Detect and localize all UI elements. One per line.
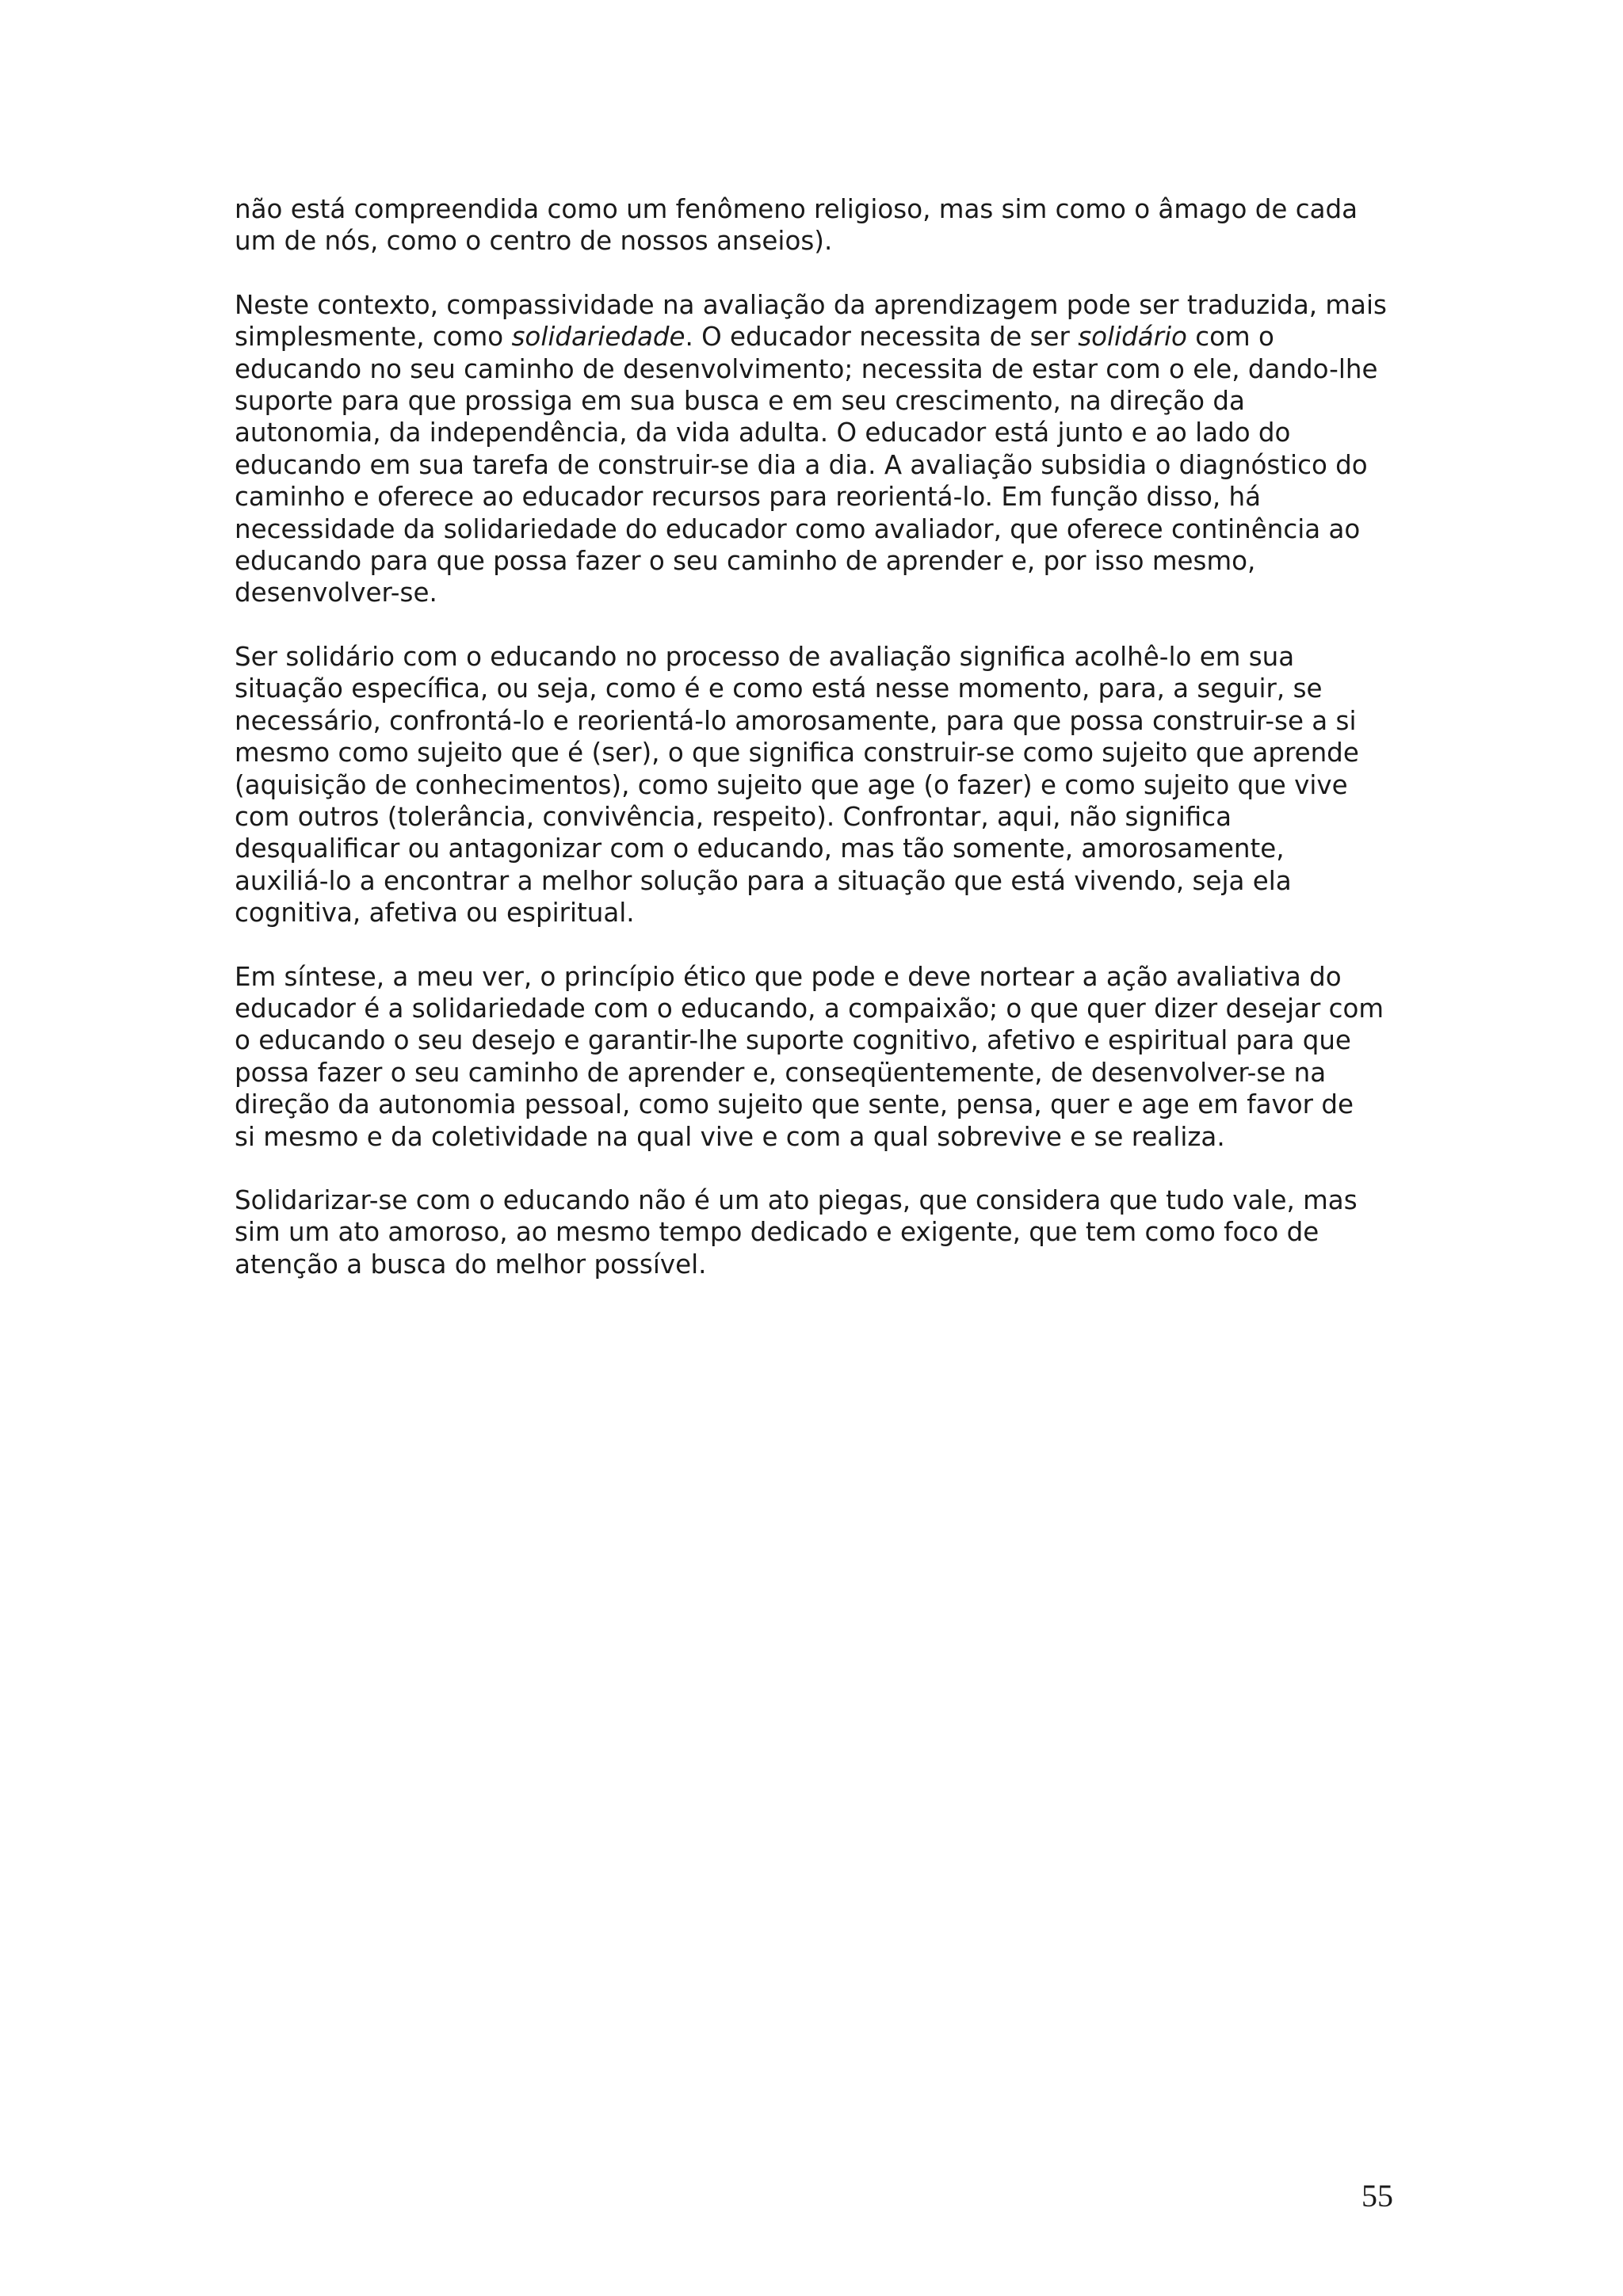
text-line [235, 577, 1415, 608]
text-line [235, 865, 1415, 897]
text-line [235, 513, 1415, 545]
text-run: . O educador necessita de ser [685, 322, 1079, 353]
text-run: situação específica, ou seja, como é e como está nesse momento, para, a seguir, se [235, 673, 1323, 704]
text-run: desenvolver-se. [235, 578, 437, 608]
text-run: desqualificar ou antagonizar com o educando, mas tão somente, amorosamente, [235, 833, 1285, 864]
text-run: o educando o seu desejo e garantir-lhe suporte cognitivo, afetivo e espiritual para que [235, 1025, 1351, 1056]
text-run: necessidade da solidariedade do educador como avaliador, que oferece continência ao [235, 513, 1361, 544]
text-run: um de nós, como o centro de nossos anseios). [235, 226, 833, 257]
text-run: com outros (tolerância, convivência, respeito). Confrontar, aqui, não significa [235, 801, 1232, 832]
text-line [235, 225, 1415, 257]
text-line [235, 1121, 1415, 1153]
text-run: simplesmente, como [235, 322, 512, 353]
italic-text: solidário [1078, 322, 1187, 353]
text-line [235, 801, 1415, 833]
text-line [235, 897, 1415, 929]
body-text [235, 193, 1415, 1312]
text-run: educando para que possa fazer o seu caminho de aprender e, por isso mesmo, [235, 546, 1256, 577]
text-run: atenção a busca do melhor possível. [235, 1249, 707, 1280]
text-line [235, 961, 1415, 993]
text-line [235, 737, 1415, 769]
text-line [235, 1216, 1415, 1248]
text-run: Em síntese, a meu ver, o princípio ético que pode e deve nortear a ação avaliativa do [235, 961, 1342, 992]
text-line [235, 193, 1415, 225]
text-run: educando no seu caminho de desenvolvimento; necessita de estar com o ele, dando-lhe [235, 353, 1378, 384]
text-run: Neste contexto, compassividade na avaliação da aprendizagem pode ser traduzida, mais [235, 289, 1387, 320]
text-line [235, 321, 1415, 353]
text-line [235, 705, 1415, 737]
text-run: educando em sua tarefa de construir-se dia a dia. A avaliação subsidia o diagnóstico do [235, 449, 1368, 480]
text-run: cognitiva, afetiva ou espiritual. [235, 898, 635, 929]
text-run: autonomia, da independência, da vida adulta. O educador está junto e ao lado do [235, 418, 1291, 448]
text-line [235, 481, 1415, 513]
text-line [235, 1249, 1415, 1280]
text-line [235, 417, 1415, 448]
text-line [235, 385, 1415, 417]
text-run: não está compreendida como um fenômeno religioso, mas sim como o âmago de cada [235, 194, 1358, 224]
text-run: necessário, confrontá-lo e reorientá-lo amorosamente, para que possa construir-se a si [235, 705, 1357, 736]
text-run: direção da autonomia pessoal, como sujeito que sente, pensa, quer e age em favor de [235, 1089, 1354, 1120]
page-number: 55 [1361, 2178, 1393, 2214]
text-run: suporte para que prossiga em sua busca e em seu crescimento, na direção da [235, 386, 1245, 417]
text-line [235, 1024, 1415, 1056]
text-run: com o [1186, 322, 1274, 353]
text-run: mesmo como sujeito que é (ser), o que significa construir-se como sujeito que aprende [235, 738, 1359, 769]
text-run: possa fazer o seu caminho de aprender e, conseqüentemente, de desenvolver-se na [235, 1057, 1327, 1088]
text-line [235, 1184, 1415, 1216]
text-line [235, 545, 1415, 577]
paragraph [235, 961, 1415, 1153]
text-run: caminho e oferece ao educador recursos para reorientá-lo. Em função disso, há [235, 482, 1262, 513]
text-line [235, 673, 1415, 704]
text-run: auxiliá-lo a encontrar a melhor solução para a situação que está vivendo, seja ela [235, 865, 1292, 896]
paragraph [235, 641, 1415, 929]
text-line [235, 1057, 1415, 1089]
text-line [235, 1089, 1415, 1120]
text-run: si mesmo e da coletividade na qual vive e com a qual sobrevive e se realiza. [235, 1121, 1225, 1152]
text-line [235, 353, 1415, 385]
text-run: Solidarizar-se com o educando não é um ato piegas, que considera que tudo vale, mas [235, 1184, 1358, 1215]
text-line [235, 641, 1415, 673]
text-line [235, 769, 1415, 801]
paragraph [235, 289, 1415, 609]
text-run: educador é a solidariedade com o educando, a compaixão; o que quer dizer desejar com [235, 993, 1384, 1024]
text-line [235, 833, 1415, 864]
italic-text: solidariedade [511, 322, 685, 353]
text-line [235, 289, 1415, 321]
text-line [235, 993, 1415, 1024]
text-line [235, 449, 1415, 481]
paragraph [235, 1184, 1415, 1280]
text-run: sim um ato amoroso, ao mesmo tempo dedicado e exigente, que tem como foco de [235, 1217, 1319, 1248]
paragraph [235, 193, 1415, 257]
text-run: Ser solidário com o educando no processo de avaliação significa acolhê-lo em sua [235, 641, 1295, 672]
text-run: (aquisição de conhecimentos), como sujeito que age (o fazer) e como sujeito que vive [235, 769, 1348, 800]
